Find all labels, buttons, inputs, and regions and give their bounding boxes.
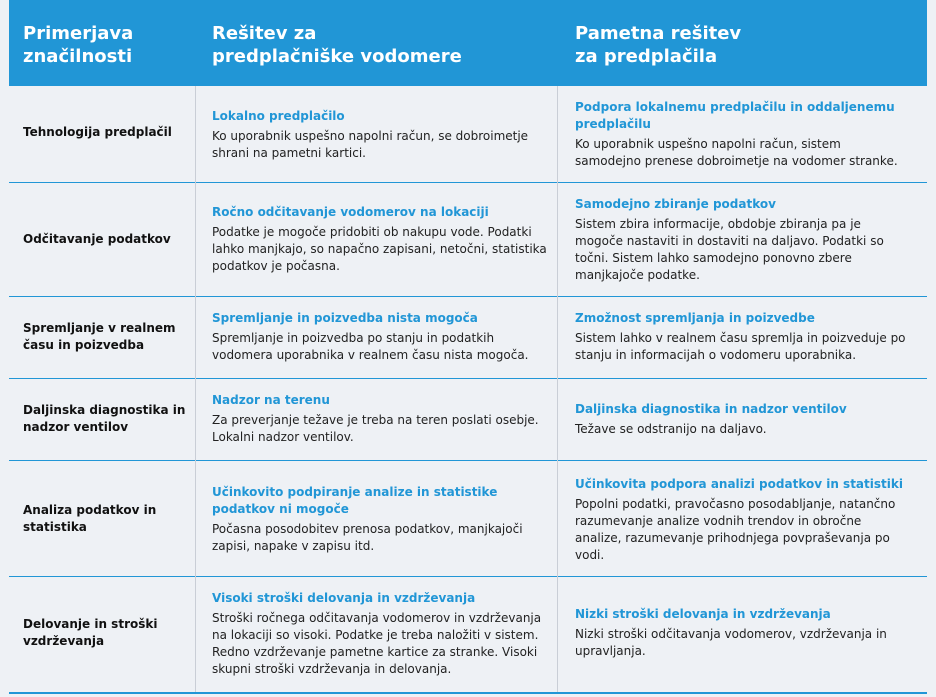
cell-title: Nadzor na terenu	[212, 393, 330, 407]
cell-description: Spremljanje in poizvedba po stanju in podatkih vodomera uporabnika v realnem času nista mogoča.	[212, 331, 529, 362]
cell-title: Ročno odčitavanje vodomerov na lokaciji	[212, 205, 489, 219]
prepaid-cell	[212, 310, 547, 364]
smart-cell	[575, 196, 910, 284]
cell-title: Učinkovita podpora analizi podatkov in statistiki	[575, 477, 903, 491]
cell-description: Popolni podatki, pravočasno posodabljanje, natančno razumevanje analize vodnih trendov in obročne analize, razumevanje prihodnjega povpraševanja po vodi.	[575, 497, 896, 562]
cell-description: Ko uporabnik uspešno napolni račun, se dobroimetje shrani na pametni kartici.	[212, 129, 529, 160]
cell-description: Stroški ročnega odčitavanja vodomerov in vzdrževanja na lokaciji so visoki. Podatke je treba naložiti v sistem. Redno vzdrževanje pametne kartice za stranke. Visoki skupni stroški vzdrževanja in delovanja.	[212, 611, 542, 676]
cell-title: Učinkovito podpiranje analize in statistike podatkov ni mogoče	[212, 485, 498, 516]
table-row	[9, 86, 927, 183]
header-prepaid-solution: Rešitev za predplačniške vodomere	[212, 23, 462, 67]
cell-description: Sistem zbira informacije, obdobje zbiranja pa je mogoče nastaviti in dostaviti na daljavo. Podatki so točni. Sistem lahko samodejno ponovno zbere manjkajoče podatke.	[575, 217, 884, 282]
table-header	[9, 0, 927, 86]
cell-description: Sistem lahko v realnem času spremlja in poizveduje po stanju in informacijah o vodomeru uporabnika.	[575, 331, 906, 362]
feature-label: Tehnologija predplačil	[23, 125, 172, 139]
table-row	[9, 460, 927, 577]
cell-description: Težave se odstranijo na daljavo.	[575, 422, 767, 436]
prepaid-cell	[212, 392, 547, 446]
smart-cell	[575, 606, 910, 660]
cell-description: Ko uporabnik uspešno napolni račun, sistem samodejno prenese dobroimetje na vodomer stranke.	[575, 137, 898, 168]
table-row	[9, 576, 927, 694]
feature-label: Daljinska diagnostika in nadzor ventilov	[23, 403, 186, 434]
prepaid-cell	[212, 108, 547, 162]
feature-label: Spremljanje v realnem času in poizvedba	[23, 321, 176, 352]
cell-description: Za preverjanje težave je treba na teren poslati osebje. Lokalni nadzor ventilov.	[212, 413, 539, 444]
table-row	[9, 378, 927, 461]
prepaid-cell	[212, 484, 547, 555]
smart-cell	[575, 99, 910, 170]
smart-cell	[575, 401, 910, 438]
cell-title: Samodejno zbiranje podatkov	[575, 197, 776, 211]
cell-description: Počasna posodobitev prenosa podatkov, manjkajoči zapisi, napake v zapisu itd.	[212, 522, 523, 553]
cell-title: Podpora lokalnemu predplačilu in oddaljenemu predplačilu	[575, 100, 895, 131]
smart-cell	[575, 476, 910, 564]
table-row	[9, 296, 927, 379]
feature-label: Odčitavanje podatkov	[23, 232, 171, 246]
cell-description: Nizki stroški odčitavanja vodomerov, vzdrževanja in upravljanja.	[575, 627, 887, 658]
header-smart-solution: Pametna rešitev za predplačila	[575, 23, 742, 67]
cell-title: Nizki stroški delovanja in vzdrževanja	[575, 607, 831, 621]
table-row	[9, 182, 927, 297]
cell-title: Visoki stroški delovanja in vzdrževanja	[212, 591, 476, 605]
prepaid-cell	[212, 204, 547, 275]
feature-label: Delovanje in stroški vzdrževanja	[23, 617, 158, 648]
cell-title: Zmožnost spremljanja in poizvedbe	[575, 311, 815, 325]
cell-title: Lokalno predplačilo	[212, 109, 345, 123]
cell-title: Daljinska diagnostika in nadzor ventilov	[575, 402, 847, 416]
header-features: Primerjava značilnosti	[23, 23, 134, 67]
cell-description: Podatke je mogoče pridobiti ob nakupu vode. Podatki lahko manjkajo, so napačno zapisani, netočni, statistika podatkov je počasna.	[212, 225, 547, 273]
table-body	[9, 86, 927, 697]
smart-cell	[575, 310, 910, 364]
feature-label: Analiza podatkov in statistika	[23, 503, 157, 534]
cell-title: Spremljanje in poizvedba nista mogoča	[212, 311, 478, 325]
prepaid-cell	[212, 590, 547, 678]
